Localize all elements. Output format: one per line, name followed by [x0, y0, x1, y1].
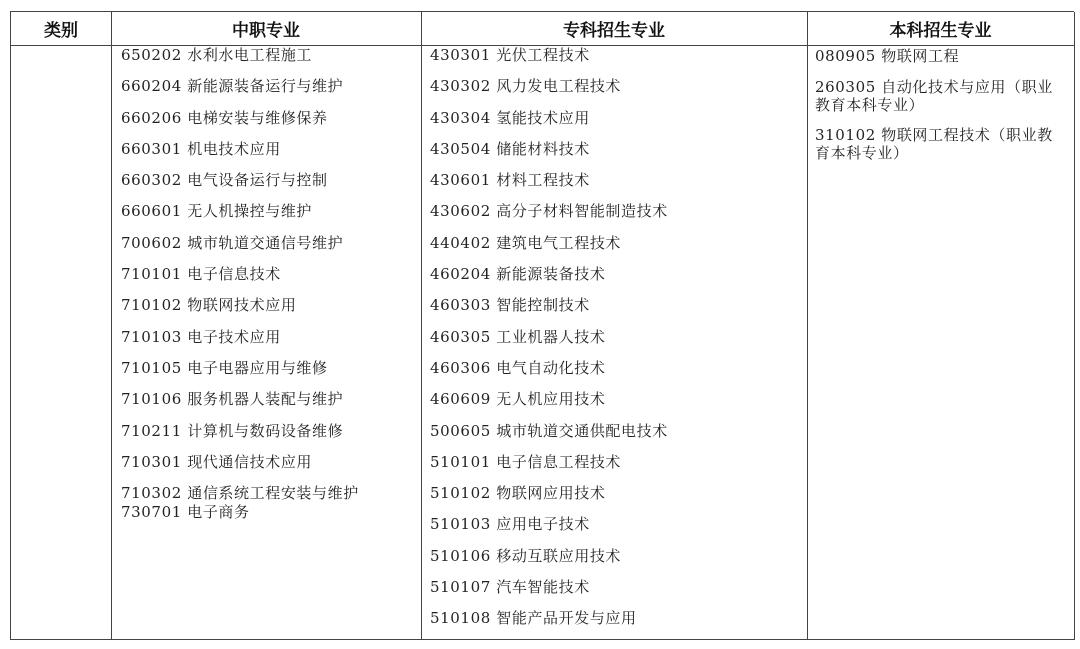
list-item: 730701 电子商务 — [121, 503, 250, 522]
undergraduate-major-list — [807, 47, 1074, 174]
list-item: 460305 工业机器人技术 — [430, 327, 606, 346]
list-item: 430602 高分子材料智能制造技术 — [430, 202, 668, 221]
list-item: 430302 风力发电工程技术 — [430, 77, 622, 96]
list-item: 310102 物联网工程技术（职业教育本科专业） — [815, 126, 1053, 162]
list-item: 510106 移动互联应用技术 — [430, 546, 622, 565]
table-bottom-border — [11, 639, 1074, 640]
list-item: 430304 氢能技术应用 — [430, 108, 590, 127]
list-item: 460303 智能控制技术 — [430, 296, 590, 315]
header-undergraduate: 本科招生专业 — [807, 12, 1074, 46]
secondary-major-list — [111, 46, 421, 534]
list-item: 710101 电子信息技术 — [121, 265, 281, 284]
list-item: 430601 材料工程技术 — [430, 171, 590, 190]
list-item: 710106 服务机器人装配与维护 — [121, 390, 344, 409]
list-item: 660601 无人机操控与维护 — [121, 202, 313, 221]
list-item: 650202 水利水电工程施工 — [121, 46, 313, 64]
list-item: 460204 新能源装备技术 — [430, 265, 606, 284]
list-item: 710301 现代通信技术应用 — [121, 452, 313, 471]
list-item: 710211 计算机与数码设备维修 — [121, 421, 344, 440]
list-item: 510108 智能产品开发与应用 — [430, 609, 637, 628]
list-item: 510103 应用电子技术 — [430, 515, 590, 534]
undergraduate-column — [807, 12, 1075, 640]
list-item: 510102 物联网应用技术 — [430, 484, 606, 503]
list-item: 430504 储能材料技术 — [430, 139, 590, 158]
secondary-column — [111, 12, 422, 640]
header-category: 类别 — [11, 12, 111, 46]
majors-table — [10, 11, 1074, 640]
category-column — [11, 12, 112, 640]
junior-college-major-list — [421, 46, 807, 641]
list-item: 710302 通信系统工程安装与维护 — [121, 484, 359, 503]
junior-college-column — [421, 12, 808, 640]
list-item: 710102 物联网技术应用 — [121, 296, 297, 315]
list-item: 710105 电子电器应用与维修 — [121, 358, 328, 377]
list-item: 660204 新能源装备运行与维护 — [121, 77, 344, 96]
list-item: 660301 机电技术应用 — [121, 139, 281, 158]
header-secondary: 中职专业 — [111, 12, 421, 46]
list-item: 510101 电子信息工程技术 — [430, 452, 622, 471]
list-item: 510107 汽车智能技术 — [430, 578, 590, 597]
list-item: 660206 电梯安装与维修保养 — [121, 108, 328, 127]
header-junior-college: 专科招生专业 — [421, 12, 807, 46]
list-item: 500605 城市轨道交通供配电技术 — [430, 421, 668, 440]
list-item: 080905 物联网工程 — [815, 47, 960, 65]
list-item: 700602 城市轨道交通信号维护 — [121, 233, 344, 252]
list-item: 660302 电气设备运行与控制 — [121, 171, 328, 190]
list-item: 260305 自动化技术与应用（职业教育本科专业） — [815, 78, 1053, 114]
list-item: 460306 电气自动化技术 — [430, 358, 606, 377]
list-item: 430301 光伏工程技术 — [430, 46, 590, 64]
list-item: 440402 建筑电气工程技术 — [430, 233, 622, 252]
list-item: 460609 无人机应用技术 — [430, 390, 606, 409]
list-item: 710103 电子技术应用 — [121, 327, 281, 346]
